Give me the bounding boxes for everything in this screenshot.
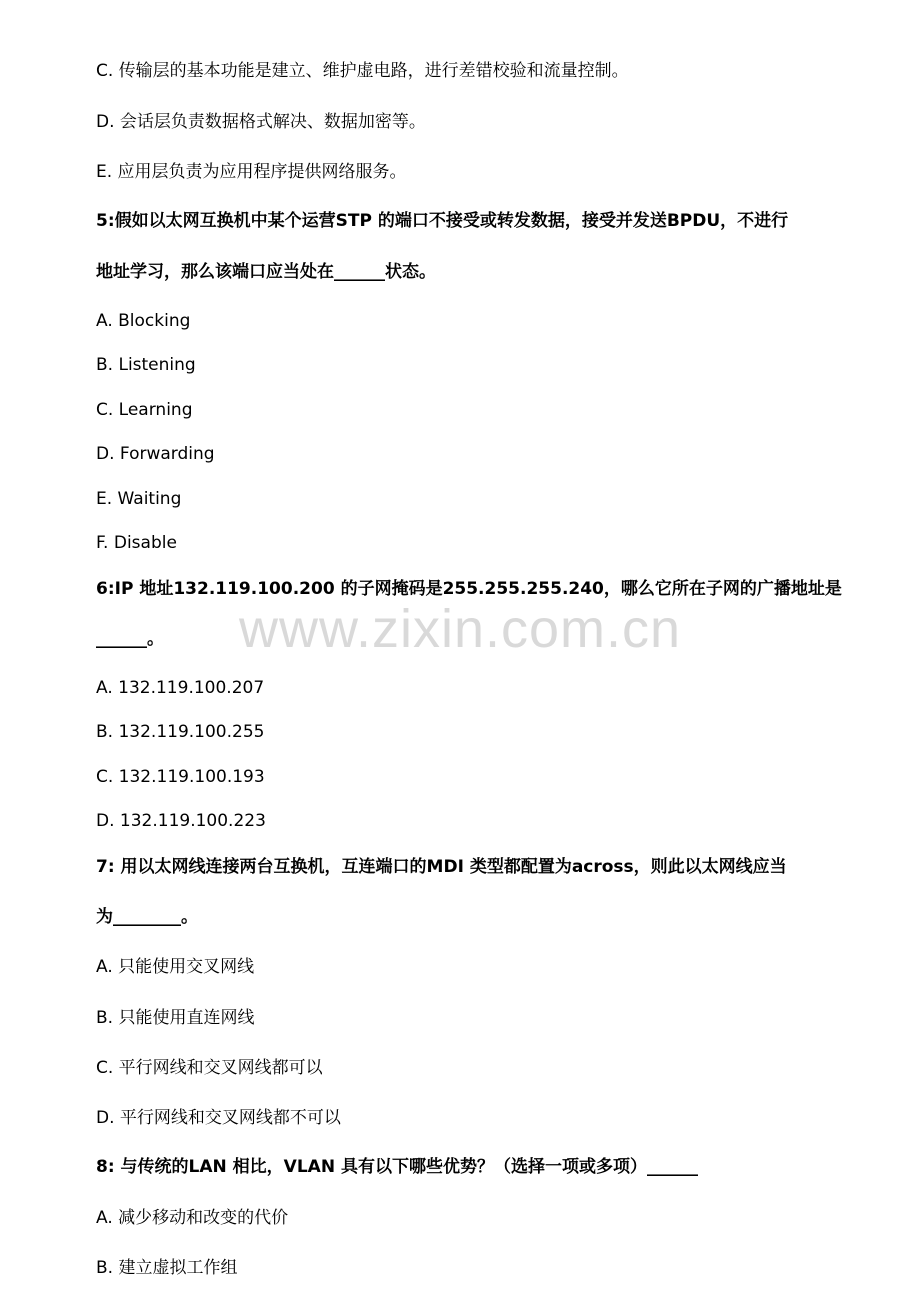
- option-c-q7: C. 平行网线和交叉网线都可以: [96, 1058, 323, 1078]
- option-b-q7: B. 只能使用直连网线: [96, 1008, 255, 1028]
- question-7-line-1: 7: 用以太网线连接两台互换机，互连端口的MDI 类型都配置为across，则此以太网线应当: [96, 857, 787, 877]
- option-b-q5: B. Listening: [96, 355, 196, 375]
- option-c-q6: C. 132.119.100.193: [96, 767, 265, 787]
- option-b-q6: B. 132.119.100.255: [96, 722, 265, 742]
- option-a-q5: A. Blocking: [96, 311, 191, 331]
- question-5-line-2: 地址学习，那么该端口应当处在______状态。: [96, 262, 436, 282]
- option-a-q6: A. 132.119.100.207: [96, 678, 265, 698]
- option-d-q6: D. 132.119.100.223: [96, 811, 266, 831]
- option-a-q7: A. 只能使用交叉网线: [96, 957, 255, 977]
- option-a-q8: A. 减少移动和改变的代价: [96, 1208, 289, 1228]
- question-8-line-1: 8: 与传统的LAN 相比，VLAN 具有以下哪些优势？（选择一项或多项）______: [96, 1157, 698, 1177]
- question-6-line-2: ______。: [96, 629, 164, 649]
- option-d-q5: D. Forwarding: [96, 444, 215, 464]
- option-b-q8: B. 建立虚拟工作组: [96, 1258, 238, 1278]
- question-5-line-1: 5:假如以太网互换机中某个运营STP 的端口不接受或转发数据，接受并发送BPDU，不进行: [96, 211, 789, 231]
- option-e-q5: E. Waiting: [96, 489, 182, 509]
- option-c-q5: C. Learning: [96, 400, 193, 420]
- option-d-q7: D. 平行网线和交叉网线都不可以: [96, 1108, 341, 1128]
- question-6-line-1: 6:IP 地址132.119.100.200 的子网掩码是255.255.255.240，哪么它所在子网的广播地址是: [96, 579, 842, 599]
- option-e-q4: E. 应用层负责为应用程序提供网络服务。: [96, 162, 407, 182]
- question-7-line-2: 为________。: [96, 907, 198, 927]
- option-c-q4: C. 传输层的基本功能是建立、维护虚电路，进行差错校验和流量控制。: [96, 61, 629, 81]
- option-f-q5: F. Disable: [96, 533, 177, 553]
- watermark: www.zixin.com.cn: [238, 599, 682, 659]
- option-d-q4: D. 会话层负责数据格式解决、数据加密等。: [96, 112, 426, 132]
